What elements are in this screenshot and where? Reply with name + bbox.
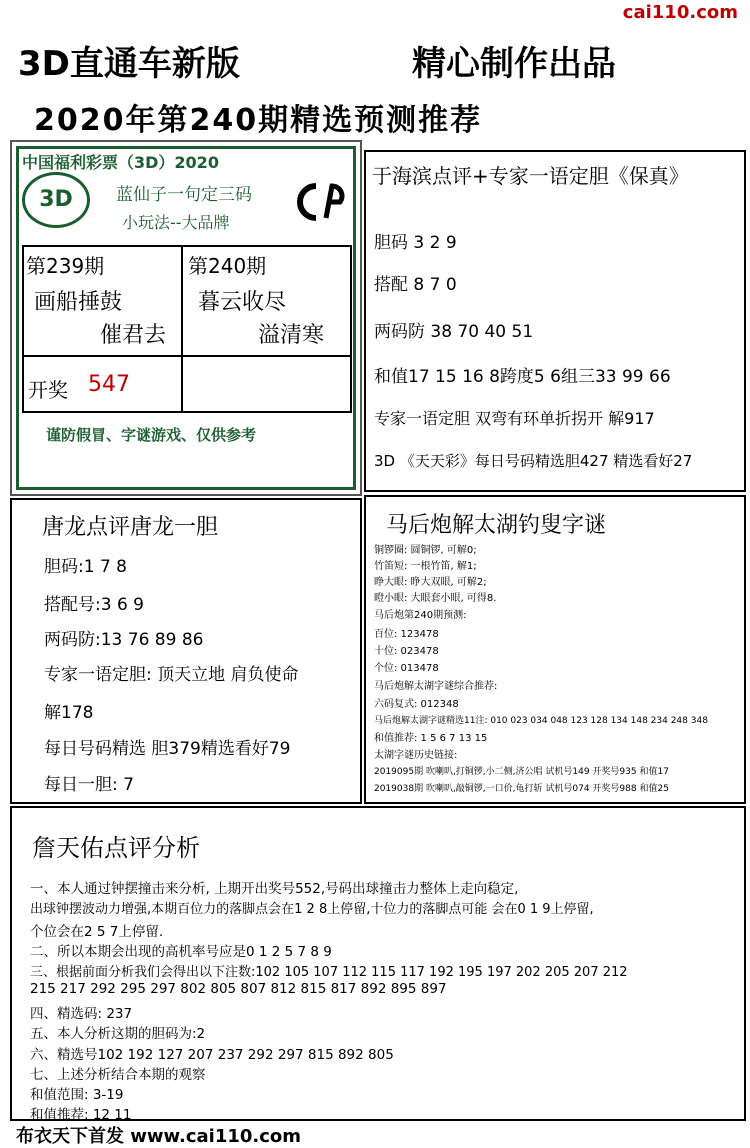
zhantianyou-line: 三、根据前面分析我们会得出以下注数:102 105 107 112 115 117 192 195 197 202 205 207 212: [30, 965, 628, 980]
tanglong-line: 搭配号:3 6 9: [44, 595, 144, 615]
zhantianyou-line: 和值推荐: 12 11: [30, 1107, 132, 1123]
mahoupao-line: 竹笛短: 一根竹笛, 解1;: [374, 561, 477, 572]
mahoupao-title: 马后炮解太湖钓叟字谜: [386, 513, 607, 538]
draw-label: 开奖: [28, 378, 68, 402]
curr-riddle-line1: 暮云收尽: [198, 290, 287, 315]
mahoupao-line: 十位: 023478: [374, 646, 439, 657]
prev-riddle-line1: 画船捶鼓: [34, 290, 123, 315]
prev-riddle-line2: 催君去: [100, 323, 167, 348]
tanglong-line: 两码防:13 76 89 86: [44, 630, 204, 650]
zhantianyou-line: 七、上述分析结合本期的观察: [30, 1067, 206, 1083]
card-header: 中国福利彩票（3D）2020: [22, 153, 219, 172]
mahoupao-line: 六码复式: 012348: [374, 699, 459, 710]
zhantianyou-line: 四、精选码: 237: [30, 1006, 133, 1022]
tanglong-line: 每日号码精选 胆379精选看好79: [44, 739, 291, 759]
title-left: 3D直通车新版: [18, 44, 240, 84]
card-slogan-2: 小玩法--大品牌: [122, 213, 230, 232]
curr-issue: 第240期: [188, 254, 267, 278]
curr-riddle-line2: 溢清寒: [258, 323, 325, 348]
mahoupao-line: 马后炮第240期预测:: [374, 610, 467, 621]
card-draw-row: [22, 357, 352, 413]
mahoupao-line: 个位: 013478: [374, 663, 439, 674]
yuhaibin-line: 两码防 38 70 40 51: [374, 322, 534, 342]
tanglong-title: 唐龙点评唐龙一胆: [42, 515, 219, 540]
tanglong-line: 每日一胆: 7: [44, 775, 134, 795]
tanglong-line: 专家一语定胆: 顶天立地 肩负使命: [44, 665, 299, 685]
3d-logo-icon: 3D: [22, 172, 90, 228]
mahoupao-line: 太湖字谜历史链接:: [374, 750, 458, 761]
zhantianyou-line: 和值范围: 3-19: [30, 1087, 124, 1103]
prev-issue: 第239期: [26, 254, 105, 278]
yuhaibin-line: 搭配 8 7 0: [374, 275, 457, 295]
page-subtitle: 2020年第240期精选预测推荐: [34, 103, 483, 138]
mahoupao-line: 和值推荐: 1 5 6 7 13 15: [374, 733, 488, 744]
page-footer: 布衣天下首发 www.cai110.com: [16, 1126, 302, 1147]
yuhaibin-line: 3D 《天天彩》每日号码精选胆427 精选看好27: [374, 452, 693, 470]
yuhaibin-line: 专家一语定胆 双弯有环单折拐开 解917: [374, 409, 655, 428]
zhantianyou-line: 一、本人通过钟摆撞击来分析, 上期开出奖号552,号码出球撞击力整体上走向稳定,: [30, 881, 519, 897]
title-right: 精心制作出品: [412, 44, 616, 84]
yuhaibin-line: 和值17 15 16 8跨度5 6组三33 99 66: [374, 367, 671, 387]
mahoupao-line: 铜锣圈: 圆铜锣, 可解0;: [374, 545, 477, 556]
mahoupao-line: 马后炮解太湖字谜精选11注: 010 023 034 048 123 128 134 148 234 248 348: [374, 716, 708, 726]
zhantianyou-line: 出球钟摆波动力增强,本期百位力的落脚点会在1 2 8上停留,十位力的落脚点可能 会在0 1 9上停留,: [30, 902, 594, 917]
zhantianyou-line: 五、本人分析这期的胆码为:2: [30, 1026, 206, 1042]
zhantianyou-line: 个位会在2 5 7上停留.: [30, 924, 164, 940]
mahoupao-line: 百位: 123478: [374, 629, 439, 640]
zhantianyou-line: 二、所以本期会出现的高机率号应是0 1 2 5 7 8 9: [30, 944, 332, 960]
zhantianyou-line: 六、精选号102 192 127 207 237 292 297 815 892 805: [30, 1047, 394, 1063]
card-slogan-1: 蓝仙子一句定三码: [116, 185, 252, 205]
tanglong-line: 解178: [44, 703, 94, 723]
cp-brand-icon: [296, 180, 350, 224]
mahoupao-line: 瞪小眼: 大眼套小眼, 可得8.: [374, 593, 497, 604]
zhantianyou-title: 詹天佑点评分析: [32, 834, 200, 862]
mahoupao-line: 2019038期 吹喇叭,敲铜锣,一口价,龟打斩 试机号074 开奖号988 和值25: [374, 784, 669, 794]
tanglong-line: 胆码:1 7 8: [44, 557, 127, 577]
zhantianyou-line: 215 217 292 295 297 802 805 807 812 815 817 892 895 897: [30, 981, 447, 997]
draw-value: 547: [88, 372, 130, 397]
mahoupao-line: 马后炮解太湖字谜综合推荐:: [374, 681, 498, 692]
yuhaibin-line: 胆码 3 2 9: [374, 233, 457, 253]
mahoupao-line: 睁大眼: 睁大双眼, 可解2;: [374, 577, 487, 588]
yuhaibin-title: 于海滨点评+专家一语定胆《保真》: [372, 164, 689, 188]
card-footer: 谨防假冒、字谜游戏、仅供参考: [46, 426, 257, 444]
site-watermark: cai110.com: [598, 0, 750, 26]
mahoupao-line: 2019095期 吹喇叭,打铜锣,小二侧,济公唱 试机号149 开奖号935 和值17: [374, 767, 669, 777]
